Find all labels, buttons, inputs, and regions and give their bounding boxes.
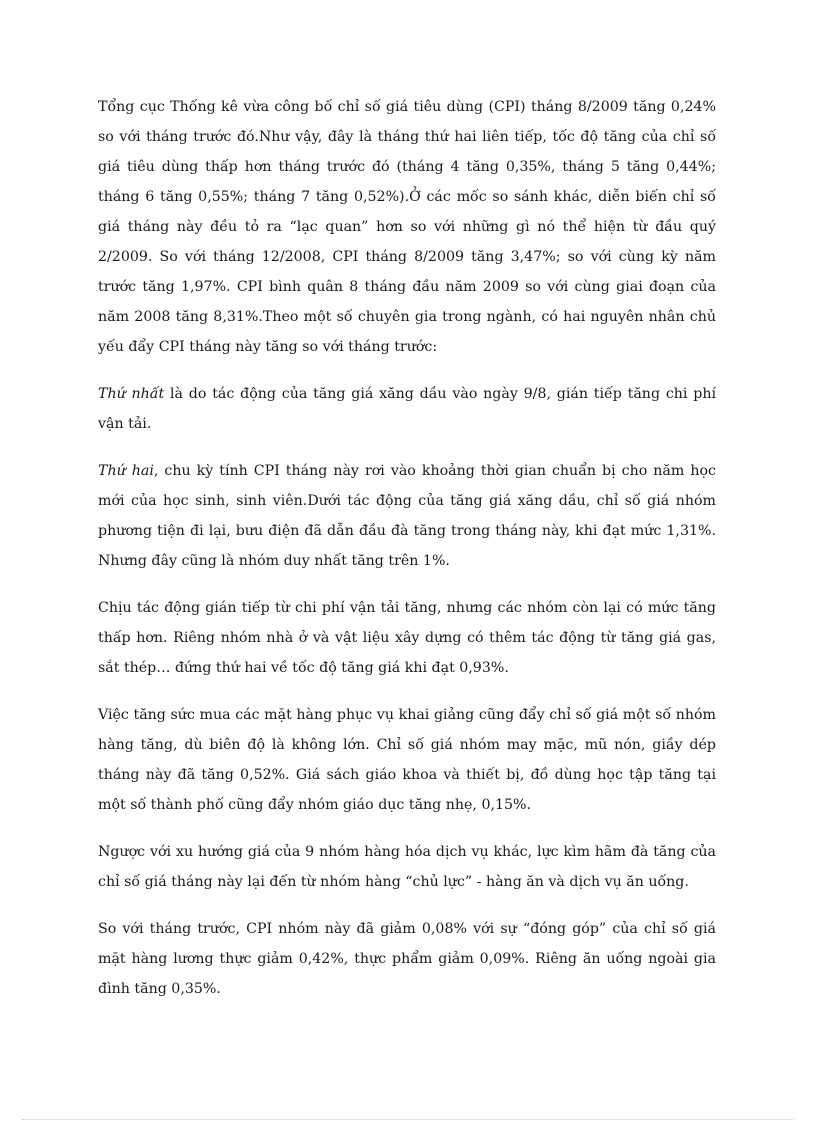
- paragraph-2-lead: Thứ nhất: [98, 386, 165, 402]
- paragraph-6: [98, 837, 716, 897]
- page-bottom-border: [22, 1119, 794, 1120]
- paragraph-7-text: So với tháng trước, CPI nhóm này đã giảm 0,08% với sự “đóng góp” của chỉ số giá mặt hàng lương thực giảm 0,42%, thực phẩm giảm 0,09%. Riêng ăn uống ngoài gia đình tăng 0,35%.: [98, 921, 716, 997]
- paragraph-1: [98, 92, 716, 362]
- paragraph-2-text: là do tác động của tăng giá xăng dầu vào ngày 9/8, gián tiếp tăng chi phí vận tải.: [98, 386, 717, 432]
- paragraph-2: [98, 379, 716, 439]
- paragraph-3-lead: Thứ hai: [98, 463, 154, 479]
- paragraph-5-text: Việc tăng sức mua các mặt hàng phục vụ khai giảng cũng đẩy chỉ số giá một số nhóm hàng tăng, dù biên độ là không lớn. Chỉ số giá nhóm may mặc, mũ nón, giầy dép tháng này đã tăng 0,52%. Giá sách giáo khoa và thiết bị, đồ dùng học tập tăng tại một số thành phố cũng đẩy nhóm giáo dục tăng nhẹ, 0,15%.: [98, 707, 716, 813]
- paragraph-4: [98, 593, 716, 683]
- paragraph-6-text: Ngược với xu hướng giá của 9 nhóm hàng hóa dịch vụ khác, lực kìm hãm đà tăng của chỉ số giá tháng này lại đến từ nhóm hàng “chủ lực” - hàng ăn và dịch vụ ăn uống.: [98, 844, 716, 890]
- paragraph-4-text: Chịu tác động gián tiếp từ chi phí vận tải tăng, nhưng các nhóm còn lại có mức tăng thấp hơn. Riêng nhóm nhà ở và vật liệu xây dựng có thêm tác động từ tăng giá gas, sắt thép… đứng thứ hai về tốc độ tăng giá khi đạt 0,93%.: [98, 600, 716, 676]
- document-body: [98, 92, 716, 1021]
- paragraph-3-text: , chu kỳ tính CPI tháng này rơi vào khoảng thời gian chuẩn bị cho năm học mới của học sinh, sinh viên.Dưới tác động của tăng giá xăng dầu, chỉ số giá nhóm phương tiện đi lại, bưu điện đã dẫn đầu đà tăng trong tháng này, khi đạt mức 1,31%. Nhưng đây cũng là nhóm duy nhất tăng trên 1%.: [98, 463, 716, 569]
- paragraph-3: [98, 456, 716, 576]
- paragraph-1-text: Tổng cục Thống kê vừa công bố chỉ số giá tiêu dùng (CPI) tháng 8/2009 tăng 0,24% so với tháng trước đó.Như vậy, đây là tháng thứ hai liên tiếp, tốc độ tăng của chỉ số giá tiêu dùng thấp hơn tháng trước đó (tháng 4 tăng 0,35%, tháng 5 tăng 0,44%; tháng 6 tăng 0,55%; tháng 7 tăng 0,52%).Ở các mốc so sánh khác, diễn biến chỉ số giá tháng này đều tỏ ra “lạc quan” hơn so với những gì nó thể hiện từ đầu quý 2/2009. So với tháng 12/2008, CPI tháng 8/2009 tăng 3,47%; so với cùng kỳ năm trước tăng 1,97%. CPI bình quân 8 tháng đầu năm 2009 so với cùng giai đoạn của năm 2008 tăng 8,31%.Theo một số chuyên gia trong ngành, có hai nguyên nhân chủ yếu đẩy CPI tháng này tăng so với tháng trước:: [98, 99, 716, 355]
- paragraph-5: [98, 700, 716, 820]
- paragraph-7: [98, 914, 716, 1004]
